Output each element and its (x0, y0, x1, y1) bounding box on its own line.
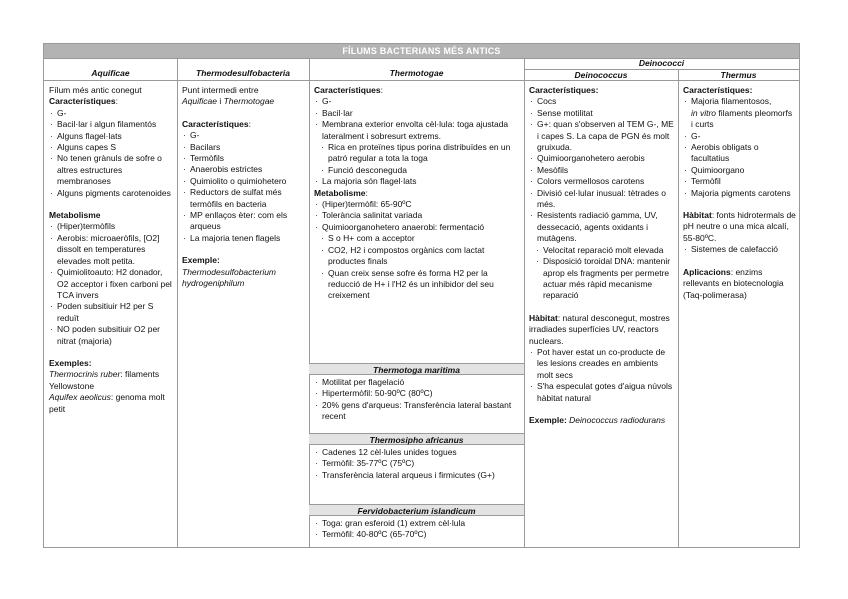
list-item: · Toga: gran esferoid (1) extrem cèl·lula (314, 518, 521, 529)
list-item: · (Hiper)termòfil: 65-90ºC (314, 199, 521, 210)
thermotogae-chars-end (314, 176, 521, 187)
list-item: · Resistents radiació gamma, UV, dessecació, agents oxidants i mutàgens. (529, 210, 675, 244)
deinococcus-chars (529, 96, 675, 244)
thermus-habitat (683, 244, 796, 255)
list-item: · Cadenes 12 cèl·lules unides togues (314, 447, 521, 458)
list-item: · Cocs (529, 96, 675, 107)
list-item: · Velocitat reparació molt elevada (535, 245, 675, 256)
list-item: · 20% gens d'arqueus: Transferència lateral bastant recent (314, 400, 521, 423)
example-text: : genoma molt petit (49, 392, 165, 414)
thermosipho-africanus-section (314, 447, 521, 481)
list-item: · Termòfil (683, 176, 796, 187)
list-item: · Termòfils (182, 153, 306, 164)
thermus-applications-text: : enzims rellevants en biotecnologia (Taq-polimerasa) (683, 266, 784, 300)
list-item: · Aerobis: microaeròfils, [O2] dissolt en temperatures elevades molt petita. (49, 233, 174, 267)
deinococcus-habitat-label: Hàbitat (529, 312, 558, 323)
divider (524, 58, 525, 547)
list-item: · Sense motilitat (529, 108, 675, 119)
list-item: · Bacil·lar (314, 108, 521, 119)
thermus-first-char-end: filaments pleomorfs i curts (691, 107, 793, 130)
deinococcus-column (529, 85, 675, 426)
list-item: · S o H+ com a acceptor (320, 233, 521, 244)
list-item: · Poden subsitiuir H2 per S reduït (49, 301, 174, 324)
thermodesulfo-chars (182, 130, 306, 244)
thermotoga-maritima-section (314, 377, 521, 423)
thermotogae-char-label: Característiques (314, 85, 381, 95)
list-item: · G+: quan s'observen al TEM G-, ME i capes S. La capa de PGN és molt gruixuda. (529, 119, 675, 153)
list-item: · G- (49, 108, 174, 119)
list-item: · S'ha especulat gotes d'aigua núvols hàbitat natural (529, 381, 675, 404)
list-item: · Alguns capes S (49, 142, 174, 153)
list-item: · G- (314, 96, 521, 107)
list-item: · Sistemes de calefacció (683, 244, 796, 255)
list-item: · No tenen grànuls de sofre o altres estructures membranoses (49, 153, 174, 187)
list-item: · Quimiolitoauto: H2 donador, O2 acceptor i fixen carboni pel TCA invers (49, 267, 174, 301)
list-item: · Quimiolito o quimiohetero (182, 176, 306, 187)
list-item: · Mesòfils (529, 165, 675, 176)
list-item (683, 96, 796, 130)
aquificae-intro: Fílum més antic conegut (49, 85, 142, 95)
aquificae-column: Fílum més antic conegut Característiques: · G- · Bacil·lar i algun filamentós · Alguns flagel·lats · Alguns capes S · No tenen grànuls de sofre o altres estructures membranoses · Alguns pigments carotenoides Metabolisme · (Hiper)termòfils · Aerobis: microaeròfils, [O2] dissolt en temperatures elevades molt petita. · Quimiolitoauto: H2 donador, O2 acceptor i fixen carboni pel TCA invers · Poden subsitiuir H2 per S reduït · NO poden subsitiuir O2 per nitrat (majoria) Exemples: Thermocrinis ruber: filaments Yellowstone Aquifex aeolicus: genoma molt petit (49, 85, 174, 415)
list-item: · Reductors de sulfat més termòfils en bacteria (182, 187, 306, 210)
aquificae-chars (49, 108, 174, 199)
thermotogae-chars-sub (314, 142, 521, 176)
list-item: · Disposició toroidal DNA: mantenir aprop els fragments per permetre actuar més ràpid mecanisme reparació (535, 256, 675, 302)
deinococcus-habitat (529, 347, 675, 404)
thermus-chars (683, 96, 796, 199)
example-text: : filaments Yellowstone (49, 369, 160, 391)
thermotogae-chars (314, 96, 521, 142)
table-title: FÍLUMS BACTERIANS MÉS ANTICS (44, 44, 799, 58)
thermotoga-maritima-header: Thermotoga maritima (309, 363, 524, 375)
fervidobacterium-section (314, 518, 521, 541)
thermosipho-africanus-header: Thermosipho africanus (309, 433, 524, 445)
thermodesulfo-example-label: Exemple: (182, 255, 220, 266)
list-item: · La majoria són flagel·lats (314, 176, 521, 187)
header-deinococcus: Deinococcus (574, 70, 628, 80)
thermodesulfo-column: Punt intermedi entre Aquificae i Thermotogae Característiques: · G- · Bacilars · Termòfils · Anaerobis estrictes · Quimiolito o quimiohetero · Reductors de sulfat més termòfils en bacteria · MP enllaços èter: com els arqueus · La majoria tenen flagels Exemple: Thermodesulfobacterium hydrogeniphilum (182, 85, 306, 290)
list-item: · G- (182, 130, 306, 141)
divider (678, 69, 679, 547)
example-species: Thermocrinis ruber (49, 369, 121, 380)
header-thermotogae: Thermotogae (389, 68, 444, 78)
list-item: · Alguns pigments carotenoides (49, 188, 174, 199)
list-item: · NO poden subsitiuir O2 per nitrat (majoria) (49, 324, 174, 347)
deinococcus-habitat-text: : natural desconegut, mostres irradiades superfícies UV, reactors nuclears. (529, 312, 670, 346)
aquificae-meta-label: Metabolisme (49, 210, 101, 221)
list-item: · Hipertermòfil: 50-90ºC (80ºC) (314, 388, 521, 399)
aquificae-meta (49, 221, 174, 346)
thermotogae-meta (314, 199, 521, 233)
example-species: Deinococcus radiodurans (569, 414, 666, 425)
list-item: · Quimioorganohetero anaerobi: fermentació (314, 222, 521, 233)
divider (309, 58, 310, 547)
thermus-char-label: Característiques: (683, 85, 753, 95)
list-item: · Quan creix sense sofre és forma H2 per la reducció de H+ i l'H2 és un inhibidor del seu creixement (320, 268, 521, 302)
list-item: · Divisió cel·lular inusual: tètrades o més. (529, 188, 675, 211)
list-item: · Membrana exterior envolta cèl·lula: toga ajustada lateralment i sobresurt extrems. (314, 119, 521, 142)
example-species: Thermodesulfobacterium hydrogeniphilum (182, 266, 277, 289)
list-item: · Colors vermellosos carotens (529, 176, 675, 187)
thermus-column (683, 85, 796, 301)
list-item: · Anaerobis estrictes (182, 164, 306, 175)
intro-conjunction: i (216, 96, 224, 107)
list-item: · Termòfil: 40-80ºC (65-70ºC) (314, 529, 521, 540)
list-item: · Bacilars (182, 142, 306, 153)
header-aquificae: Aquificae (91, 68, 130, 78)
thermodesulfo-char-label: Característiques (182, 118, 249, 129)
deinococcus-char-label: Característiques: (529, 85, 599, 95)
list-item: · Funció desconeguda (320, 165, 521, 176)
list-item: · MP enllaços èter: com els arqueus (182, 210, 306, 233)
taxon-name: Thermotogae (223, 96, 275, 107)
list-item: · La majoria tenen flagels (182, 233, 306, 244)
list-item: · Tolerància salinitat variada (314, 210, 521, 221)
thermus-first-char: Majoria filamentosos, (691, 96, 772, 107)
list-item: · Bacil·lar i algun filamentós (49, 119, 174, 130)
thermus-applications-label: Aplicacions (683, 266, 731, 277)
list-item: · Pot haver estat un co-producte de les lesions creades en ambients molt secs (529, 347, 675, 381)
list-item: · G- (683, 131, 796, 142)
list-item: · Quimioorgano (683, 165, 796, 176)
taxon-name: Aquificae (182, 96, 217, 107)
list-item: · CO2, H2 i compostos orgànics com lactat productes finals (320, 245, 521, 268)
header-thermodesulfobacteria: Thermodesulfobacteria (196, 68, 290, 78)
list-item: · Termòfil: 35-77ºC (75ºC) (314, 458, 521, 469)
aquificae-char-label: Característiques (49, 96, 116, 107)
deinococcus-chars-sub (529, 245, 675, 302)
thermotogae-meta-sub (314, 233, 521, 301)
list-item: · Alguns flagel·lats (49, 131, 174, 142)
deinococcus-example-label: Exemple: (529, 414, 567, 425)
example-species: Aquifex aeolicus (49, 392, 111, 403)
list-item: · Quimioorganohetero aerobis (529, 153, 675, 164)
thermus-habitat-label: Hàbitat (683, 210, 712, 221)
thermus-first-char-italic: in vitro (691, 107, 717, 118)
header-thermus: Thermus (720, 70, 757, 80)
thermus-habitat-text: : fonts hidrotermals de pH neutre o una mica alcalí, 55-80ºC. (683, 210, 796, 243)
thermotogae-column: Característiques: · G- · Bacil·lar · Membrana exterior envolta cèl·lula: toga ajustada lateralment i sobresurt extrems. · Rica en proteïnes tipus porina distribuïdes en un patró regular a tota la toga · Funció desconeguda · La majoria són flagel·lats Metabolisme: · (Hiper)termòfil: 65-90ºC · Tolerància salinitat variada · Quimioorganohetero anaerobi: fermentació · S o H+ com a acceptor · CO2, H2 i compostos orgànics com lactat productes finals · Quan creix sense sofre és forma H2 per la reducció de H+ i l'H2 és un inhibidor del seu creixement (314, 85, 521, 302)
thermotogae-meta-label: Metabolisme (314, 187, 366, 198)
list-item: · Majoria pigments carotens (683, 188, 796, 199)
list-item: · Aerobis obligats o facultatius (683, 142, 796, 165)
header-deinococci: Deinococci (638, 58, 685, 68)
list-item: · (Hiper)termòfils (49, 221, 174, 232)
phyla-table (43, 43, 800, 548)
divider (177, 58, 178, 547)
list-item: · Rica en proteïnes tipus porina distribuïdes en un patró regular a tota la toga (320, 142, 521, 165)
list-item: · Motilitat per flagelació (314, 377, 521, 388)
divider (44, 80, 799, 81)
fervidobacterium-header: Fervidobacterium islandicum (309, 504, 524, 516)
thermodesulfo-intro: Punt intermedi entre (182, 85, 259, 95)
aquificae-examples-label: Exemples: (49, 357, 92, 368)
list-item: · Transferència lateral arqueus i firmicutes (G+) (314, 470, 521, 481)
